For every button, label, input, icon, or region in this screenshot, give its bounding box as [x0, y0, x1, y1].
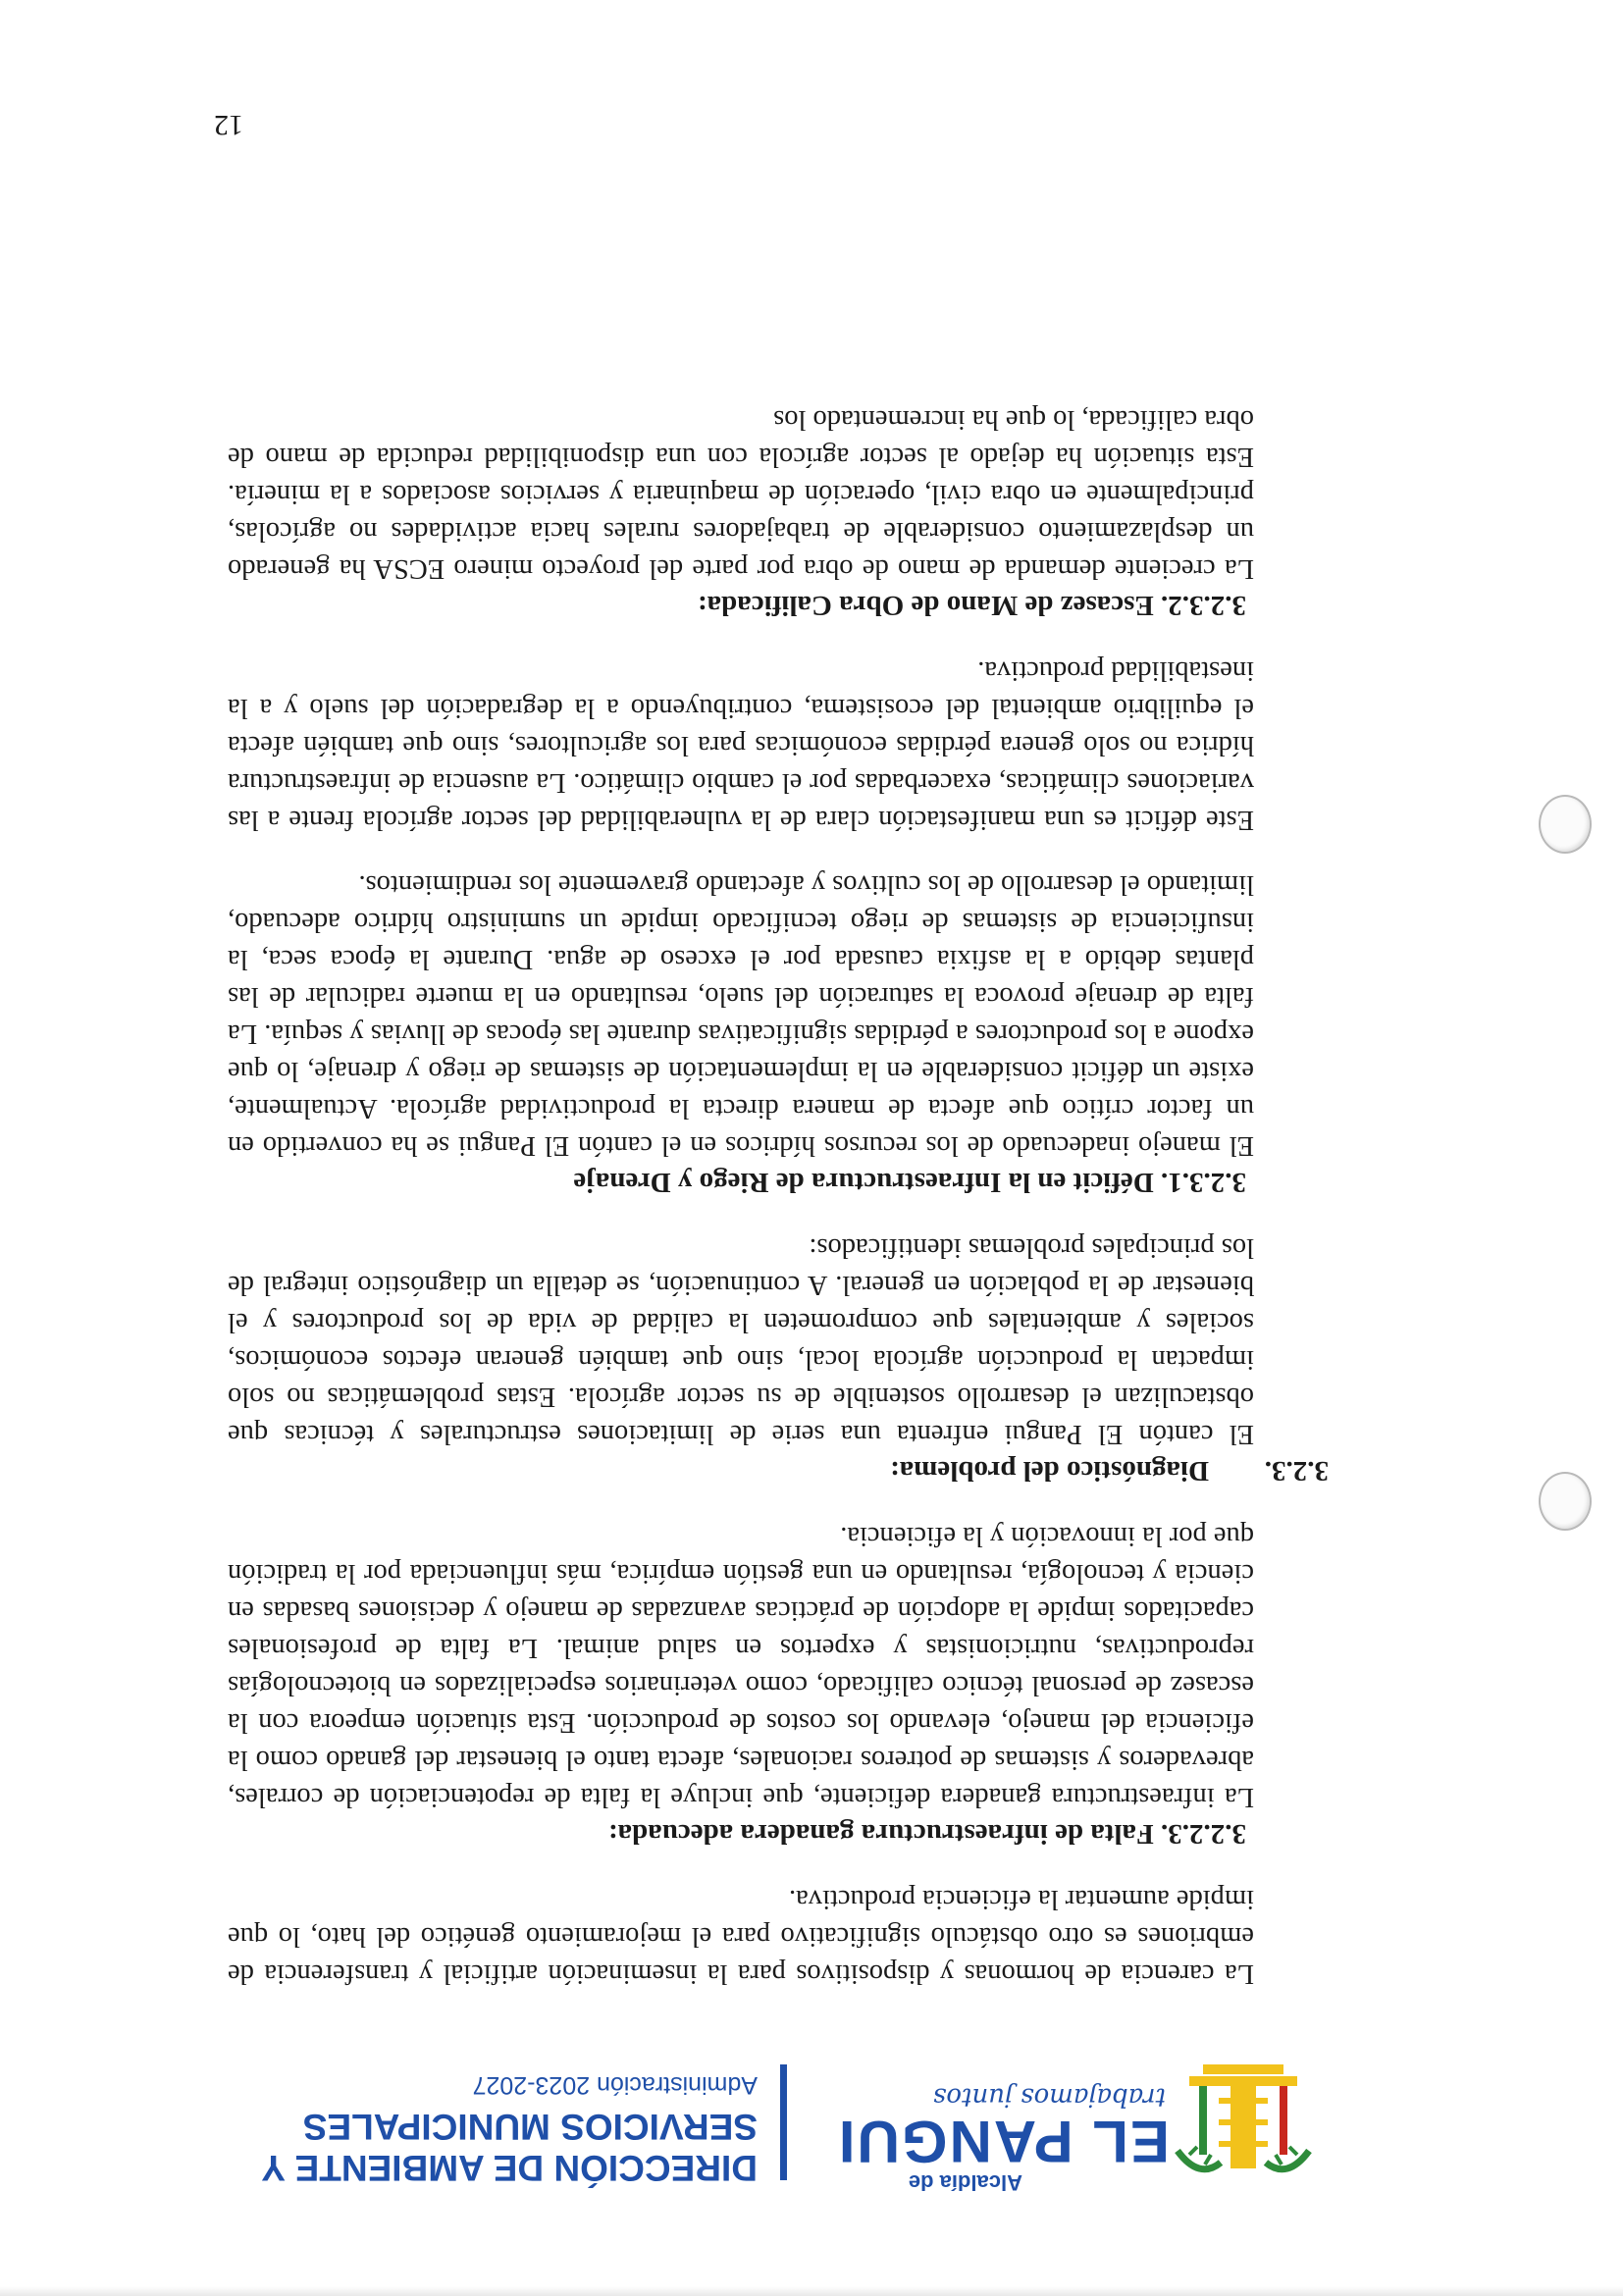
- heading-3-2-3-number: 3.2.3.: [1264, 1455, 1329, 1487]
- punch-hole-top: [1539, 1472, 1592, 1531]
- paragraph-3-2-3-1-b: Este déficit es una manifestación clara de la vulnerabilidad del sector agrícola frente a las variaciones climáticas, exacerbadas por el cambio climático. La ausencia de infraestructura hídrica no solo genera pérdidas económicas para los agricultores, sino que también afecta el equilibrio ambiental del ecosistema, contribuyendo a la degradación del suelo y a la inestabilidad productiva.: [228, 655, 1254, 835]
- paragraph-3-2-2-3: La infraestructura ganadera deficiente, que incluye la falta de repotenciación de corrales, abrevaderos y sistemas de potreros racionales, afecta tanto el bienestar del ganado como la eficiencia del manejo, elevando los costos de producción. Esta situación empeora con la escasez de personal técnico calificado, como veterinarios especializados en biotecnologías reproductivas, nutricionistas y expertos en salud animal. La falta de profesionales capacitados impide la adopción de prácticas avanzadas de manejo y decisiones basadas en ciencia y tecnología, resultando en una gestión empírica, más influenciada por la tradición que por la innovación y la eficiencia.: [228, 1521, 1254, 1812]
- paragraph-3-2-3-1-a: El manejo inadecuado de los recursos hídricos en el cantón El Pangui se ha convertido en un factor crítico que afecta de manera directa la productividad agrícola. Actualmente, existe un déficit considerable en la implementación de sistemas de riego y drenaje, lo que expone a los productores a pérdidas significativas durante las épocas de lluvias y sequía. La falta de drenaje provoca la saturación del suelo, resultando en la muerte radicular de las plantas debido a la asfixia causada por el exceso de agua. Durante la época seca, la insuficiencia de sistemas de riego tecnificado impide un suministro hídrico adecuado, limitando el desarrollo de los cultivos y afectando gravemente los rendimientos.: [228, 869, 1254, 1161]
- paragraph-3-2-3: El cantón El Pangui enfrenta una serie de limitaciones estructurales y técnicas que obstaculizan el desarrollo sostenible de su sector agrícola. Estas problemáticas no solo impactan la producción agrícola local, sino que también generan efectos económicos, sociales y ambientales que comprometen la calidad de vida de los productores y el bienestar de la población en general. A continuación, se detalla un diagnóstico integral de los principales problemas identificados:: [228, 1232, 1254, 1449]
- scan-edge: [0, 2286, 1623, 2296]
- alcaldia-label: Alcaldía de: [908, 2170, 1022, 2195]
- header-divider: [780, 2064, 787, 2180]
- slogan: trabajamos juntos: [933, 2082, 1166, 2112]
- punch-hole-bottom: [1539, 795, 1592, 854]
- paragraph-3-2-3-2: La creciente demanda de mano de obra por parte del proyecto minero ECSA ha generado un desplazamiento considerable de trabajadores rurales hacia actividades no agrícolas, principalmente en obra civil, operación de maquinaria y servicios asociados a la minería. Esta situación ha dejado al sector agrícola con una disponibilidad reducida de mano de obra calificada, lo que ha incrementado los: [228, 404, 1254, 584]
- municipality-logo-icon: [1170, 2053, 1317, 2190]
- heading-3-2-3-1: 3.2.3.1. Déficit en la Infraestructura de Riego y Drenaje: [573, 1167, 1246, 1198]
- heading-3-2-3-2: 3.2.3.2. Escasez de Mano de Obra Calificada:: [697, 590, 1246, 621]
- page-number: 12: [214, 109, 243, 141]
- document-body: [228, 373, 1329, 1992]
- heading-3-2-3-title: Diagnóstico del problema:: [890, 1455, 1209, 1487]
- heading-3-2-2-3: 3.2.2.3. Falta de infraestructura ganadera adecuada:: [607, 1818, 1246, 1850]
- department-line-1: DIRECCIÓN DE AMBIENTE Y: [261, 2148, 758, 2188]
- administration-period: Administración 2023-2027: [472, 2071, 758, 2099]
- department-line-2: SERVICIOS MUNICIPALES: [302, 2107, 758, 2147]
- paragraph-intro: La carencia de hormonas y dispositivos para la inseminación artificial y transferencia de embriones es otro obstáculo significativo para el mejoramiento genético del hato, lo que impide aumentar la eficiencia productiva.: [228, 1884, 1254, 1989]
- heading-3-2-3: [228, 1452, 1329, 1489]
- department-block: [228, 2068, 758, 2188]
- municipality-name: EL PANGUI: [836, 2109, 1170, 2174]
- letterhead: [228, 2055, 1317, 2202]
- brand-block: [836, 2082, 1170, 2194]
